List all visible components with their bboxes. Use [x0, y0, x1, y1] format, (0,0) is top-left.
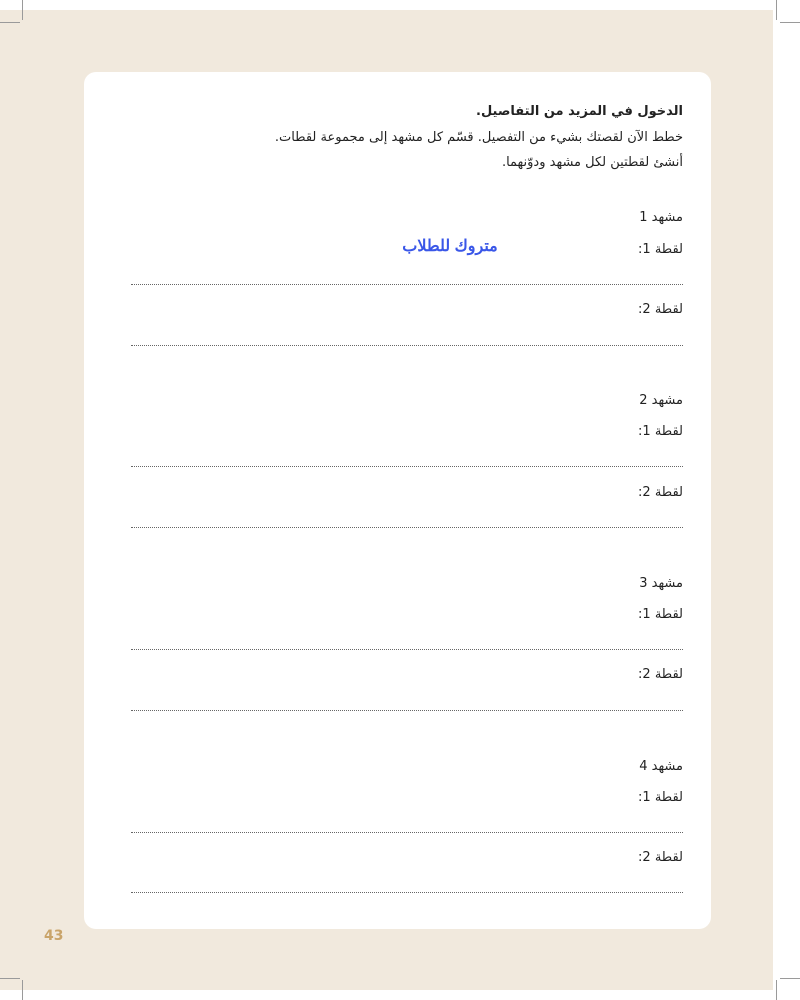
crop-mark	[776, 0, 777, 20]
scene-1-shot-1-label: لقطة 1:	[638, 242, 683, 257]
scene-3-shot-1-answer-line[interactable]	[131, 649, 683, 650]
scene-4-shot-1-answer-line[interactable]	[131, 832, 683, 833]
scene-4-shot-2-label: لقطة 2:	[638, 850, 683, 865]
scene-1-shot-1-answer-line[interactable]	[131, 284, 683, 285]
scene-4-title: مشهد 4	[639, 759, 683, 774]
scene-1-title: مشهد 1	[639, 210, 683, 225]
scene-4-shot-2-answer-line[interactable]	[131, 892, 683, 893]
scene-2-shot-2-label: لقطة 2:	[638, 485, 683, 500]
scene-2-title: مشهد 2	[639, 393, 683, 408]
scene-2-shot-2-answer-line[interactable]	[131, 527, 683, 528]
scene-3-shot-2-label: لقطة 2:	[638, 667, 683, 682]
instruction-line-2: أنشئ لقطتين لكل مشهد ودوّنهما.	[501, 155, 683, 170]
crop-mark	[776, 980, 777, 1000]
scene-1-shot-2-label: لقطة 2:	[638, 302, 683, 317]
scene-3-shot-1-label: لقطة 1:	[638, 607, 683, 622]
scene-1-shot-2-answer-line[interactable]	[131, 345, 683, 346]
scene-3-title: مشهد 3	[639, 576, 683, 591]
page-number: 43	[44, 928, 64, 944]
crop-mark	[780, 978, 800, 979]
scene-2-shot-1-label: لقطة 1:	[638, 424, 683, 439]
crop-mark	[0, 978, 20, 979]
crop-mark	[22, 0, 23, 20]
answer-note: متروك للطلاب	[402, 238, 498, 255]
crop-mark	[780, 22, 800, 23]
scene-4-shot-1-label: لقطة 1:	[638, 790, 683, 805]
worksheet-card	[84, 72, 711, 929]
scene-3-shot-2-answer-line[interactable]	[131, 710, 683, 711]
instruction-line-1: خطط الآن لقصتك بشيء من التفصيل. قسّم كل مشهد إلى مجموعة لقطات.	[274, 130, 683, 145]
crop-mark	[22, 980, 23, 1000]
scene-2-shot-1-answer-line[interactable]	[131, 466, 683, 467]
section-heading: الدخول في المزيد من التفاصيل.	[476, 104, 683, 119]
crop-mark	[0, 22, 20, 23]
